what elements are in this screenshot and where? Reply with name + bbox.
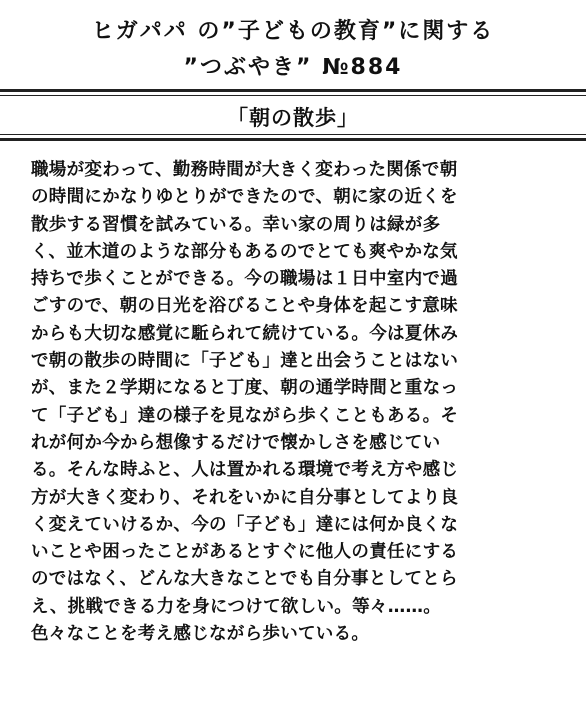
header-divider-thick [0,89,586,92]
article-line: く、並木道のような部分もあるのでとても爽やかな気 [31,241,458,262]
article-line: れが何か今から想像するだけで懐かしさを感じてい [31,432,441,453]
article-body [31,157,571,648]
article-line: いことや困ったことがあるとすぐに他人の責任にする [31,542,459,563]
header-divider-thin [0,95,586,96]
article-line: え、挑戦できる力を身につけて欲しい。等々……。 [31,596,442,617]
article-line: で朝の散歩の時間に「子ども」達と出会うことはない [31,351,459,372]
article-line: が、また２学期になると丁度、朝の通学時間と重なっ [31,378,459,399]
article-line: ごすので、朝の日光を浴びることや身体を起こす意味 [31,296,458,317]
section-divider-thin [0,134,586,135]
header-title-line1: ヒガパパ の”子どもの教育”に関する [91,19,495,44]
article-line: の時間にかなりゆとりができたので、朝に家の近くを [31,187,458,208]
article-line: く変えていけるか、今の「子ども」達には何か良くな [31,514,459,535]
article-line: て「子ども」達の様子を見ながら歩くこともある。そ [31,405,459,426]
article-line: 職場が変わって、勤務時間が大きく変わった関係で朝 [31,160,458,180]
article-line: る。そんな時ふと、人は置かれる環境で考え方や感じ [31,460,459,481]
article-line: のではなく、どんな大きなことでも自分事としてとら [31,569,458,590]
article-line: 方が大きく変わり、それをいかに自分事としてより良 [31,487,459,508]
article-line: 持ちで歩くことができる。今の職場は１日中室内で過 [31,269,459,290]
article-line: 散歩する習慣を試みている。幸い家の周りは緑が多 [31,214,441,235]
header-title-line2: ”つぶやき” №884 [183,55,403,80]
article-line: からも大切な感覚に駈られて続けている。今は夏休み [31,323,459,344]
section-divider-thick [0,138,586,141]
article-line: 色々なことを考え感じながら歩いている。 [31,624,370,645]
section-title: 「朝の散歩」 [227,106,359,130]
